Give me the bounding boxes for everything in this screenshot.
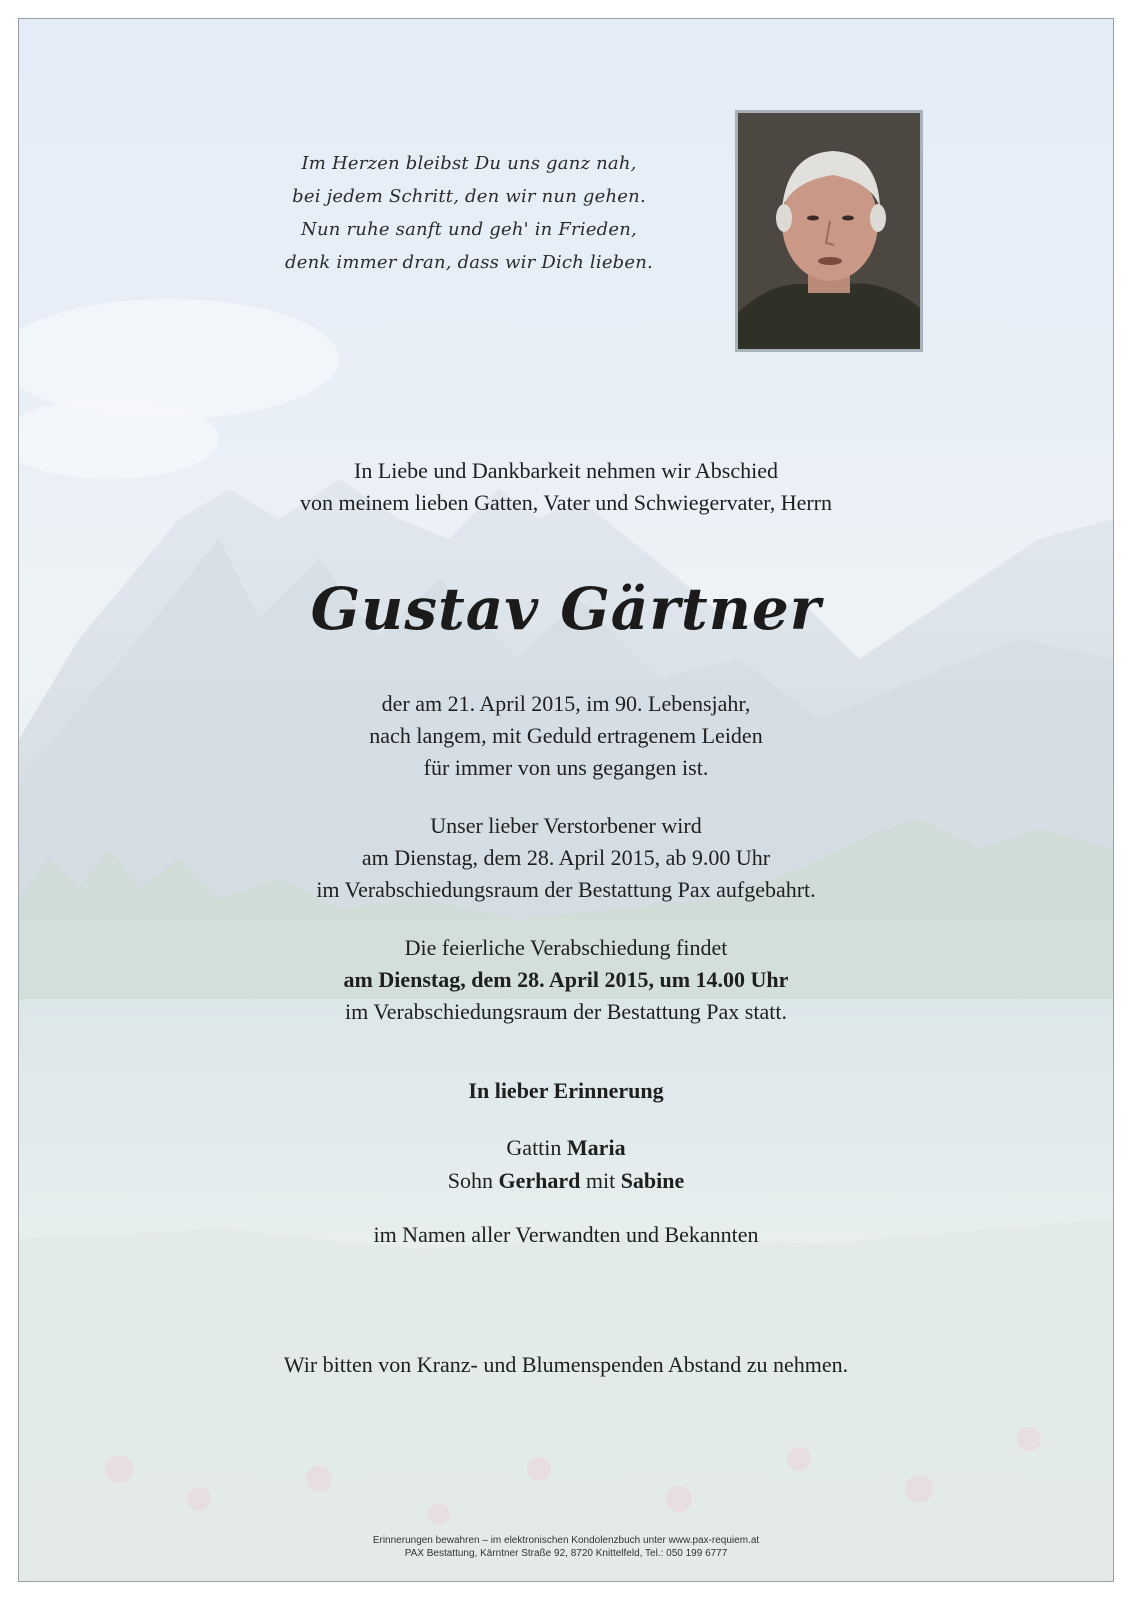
footer	[19, 1534, 1113, 1560]
poem-line: Nun ruhe sanft und geh' in Frieden,	[301, 219, 637, 240]
poem-line: bei jedem Schritt, den wir nun gehen.	[292, 186, 646, 207]
son-prefix: Sohn	[447, 1168, 493, 1193]
viewing-line: im Verabschiedungsraum der Bestattung Pax aufgebahrt.	[316, 877, 816, 902]
poem-line: Im Herzen bleibst Du uns ganz nah,	[301, 153, 637, 174]
footer-line: PAX Bestattung, Kärntner Straße 92, 8720 Knittelfeld, Tel.: 050 199 6777	[404, 1548, 728, 1559]
family-list	[19, 1131, 1113, 1197]
portrait-image	[738, 113, 920, 349]
portrait-photo	[735, 110, 923, 352]
deceased-name: Gustav Gärtner	[310, 575, 822, 643]
ceremony-line: Die feierliche Verabschiedung findet	[404, 935, 728, 960]
relatives-line: im Namen aller Verwandten und Bekannten	[373, 1222, 759, 1247]
poem-line: denk immer dran, dass wir Dich lieben.	[285, 252, 653, 273]
parte-sheet	[18, 18, 1114, 1582]
ceremony-line: im Verabschiedungsraum der Bestattung Pax statt.	[345, 999, 787, 1024]
son-mid: mit	[585, 1168, 616, 1193]
wife-name: Maria	[566, 1135, 626, 1160]
family-wife	[19, 1131, 1113, 1164]
death-notice	[19, 688, 1113, 784]
son-name: Gerhard	[498, 1168, 581, 1193]
son-partner-name: Sabine	[620, 1168, 685, 1193]
ceremony-info	[19, 932, 1113, 1028]
wife-prefix: Gattin	[506, 1135, 562, 1160]
viewing-line: Unser lieber Verstorbener wird	[430, 813, 702, 838]
viewing-info	[19, 810, 1113, 906]
memory-heading: In lieber Erinnerung	[468, 1078, 664, 1103]
intro-text	[19, 455, 1113, 519]
notice-line: für immer von uns gegangen ist.	[423, 755, 709, 780]
notice-line: nach langem, mit Geduld ertragenem Leiden	[369, 723, 763, 748]
donation-request: Wir bitten von Kranz- und Blumenspenden Abstand zu nehmen.	[283, 1352, 849, 1377]
viewing-line: am Dienstag, dem 28. April 2015, ab 9.00 Uhr	[361, 845, 771, 870]
ceremony-datetime: am Dienstag, dem 28. April 2015, um 14.00 Uhr	[343, 967, 789, 992]
footer-line: Erinnerungen bewahren – im elektronischen Kondolenzbuch unter www.pax-requiem.at	[372, 1535, 760, 1546]
memorial-poem	[269, 147, 669, 279]
notice-line: der am 21. April 2015, im 90. Lebensjahr,	[381, 691, 751, 716]
family-son	[19, 1164, 1113, 1197]
intro-line: In Liebe und Dankbarkeit nehmen wir Abschied	[354, 458, 778, 483]
intro-line: von meinem lieben Gatten, Vater und Schwiegervater, Herrn	[299, 490, 833, 515]
